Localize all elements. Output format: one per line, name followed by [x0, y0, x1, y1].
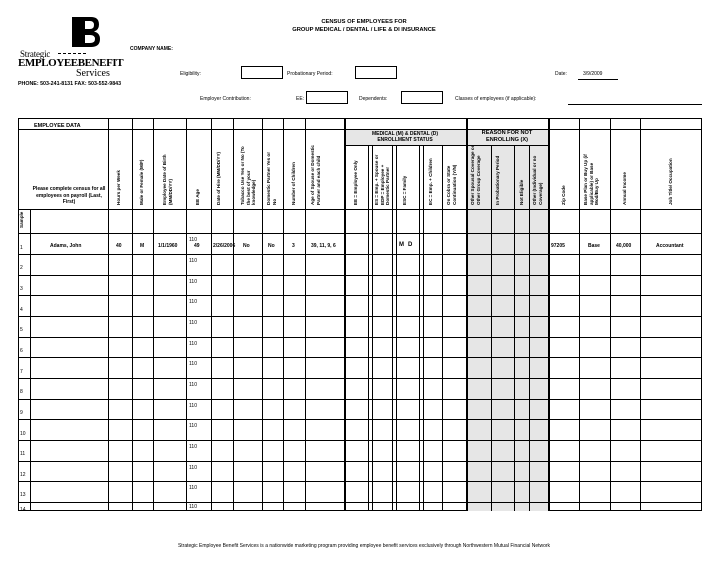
reason-header-line-2: ENROLLING (X)	[486, 137, 528, 143]
col-header-zip: Zip Code	[561, 185, 566, 205]
col-line	[344, 118, 346, 511]
row-code: 110	[189, 504, 197, 510]
col-line	[233, 118, 234, 511]
row-code: 110	[189, 341, 197, 347]
row-code: 110	[189, 237, 197, 243]
footer-text: Strategic Employee Benefit Services is a nationwide marketing program providing employee benefit services exclusively through Northwestern Mutual Financial Network	[177, 543, 551, 549]
ee-contribution-input[interactable]	[306, 91, 348, 104]
col-header-tobacco: Tobacco Use Yes or No (To the best of your knowledge)	[240, 146, 256, 205]
classes-underline	[568, 104, 702, 105]
sample-label: Sample	[19, 211, 24, 228]
row-line	[18, 378, 702, 379]
name-instructions: Please complete census for all employees on payroll (Last, First)	[32, 186, 106, 205]
col-header-hire: Date of Hire (MM/DD/YY)	[216, 151, 221, 205]
row-number: 6	[20, 348, 23, 354]
title-line-2: GROUP MEDICAL / DENTAL / LIFE & DI INSURANCE	[292, 27, 436, 33]
row-line	[18, 481, 702, 482]
probationary-period-label: Probationary Period:	[287, 71, 333, 77]
row-code: 110	[189, 299, 197, 305]
row-number: 7	[20, 369, 23, 375]
row-code: 110	[189, 403, 197, 409]
col-line	[579, 118, 580, 511]
row-line	[18, 461, 702, 462]
col-line	[491, 145, 492, 511]
col-header-hours: Hours per Week	[116, 170, 121, 205]
row-number: 1	[20, 245, 23, 251]
dependents-label: Dependents:	[359, 96, 388, 102]
row-code: 110	[189, 465, 197, 471]
eligibility-input[interactable]	[241, 66, 283, 79]
col-line	[372, 145, 373, 511]
row-number: 3	[20, 286, 23, 292]
col-line	[132, 118, 133, 511]
row-line	[18, 233, 702, 234]
medical-header-line-1: MEDICAL (M) & DENTAL (D)	[371, 131, 439, 137]
col-line	[153, 118, 154, 511]
date-underline	[578, 79, 618, 80]
sample-zip: 97205	[551, 243, 565, 249]
sample-dob: 1/1/1960	[158, 243, 178, 249]
company-name-label: COMPANY NAME:	[130, 46, 173, 52]
col-header-es: ES = Emp. + Spouse or EDP = Employee + Domestic Partner	[374, 154, 390, 205]
probationary-period-input[interactable]	[355, 66, 397, 79]
sample-tobacco: No	[243, 243, 250, 249]
col-line	[211, 118, 212, 511]
reason-header-line-1: REASON FOR NOT	[481, 130, 533, 136]
dependents-contribution-input[interactable]	[401, 91, 443, 104]
col-line	[419, 145, 420, 511]
col-line	[423, 145, 424, 511]
row-line	[18, 502, 702, 503]
col-line	[305, 118, 306, 511]
row-number: 12	[20, 472, 26, 478]
row-code: 110	[189, 423, 197, 429]
logo-text-strategic: Strategic	[20, 49, 51, 59]
row-number: 14	[20, 507, 26, 513]
header-top-line	[18, 129, 702, 130]
col-header-children: Number of Children	[291, 162, 296, 205]
row-line	[18, 337, 702, 338]
sample-children: 3	[292, 243, 295, 249]
sample-partner: No	[268, 243, 275, 249]
sample-enroll-dental: D	[408, 242, 413, 248]
row-code: 110	[189, 279, 197, 285]
col-line	[283, 118, 284, 511]
sample-gender: M	[140, 243, 145, 249]
sample-name: Adams, John	[50, 243, 82, 249]
date-value[interactable]: 3/9/2009	[583, 71, 603, 77]
row-number: 8	[20, 389, 23, 395]
eligibility-label: Eligibility:	[180, 71, 201, 77]
col-line	[548, 118, 550, 511]
row-number: 5	[20, 327, 23, 333]
sample-ages: 39, 11, 9, 6	[311, 243, 336, 249]
row-code: 110	[189, 444, 197, 450]
row-code: 110	[189, 485, 197, 491]
col-line	[442, 145, 443, 511]
sample-age: 49	[194, 243, 200, 249]
sample-hours: 40	[116, 243, 122, 249]
col-line	[392, 145, 393, 511]
col-header-gender: Male or Female (M/F)	[139, 159, 144, 205]
title-line-1: CENSUS OF EMPLOYEES FOR	[321, 19, 407, 25]
col-line	[610, 118, 611, 511]
col-header-job: Job Title/ Occupation	[668, 158, 673, 205]
sample-enroll-medical: M	[399, 242, 404, 248]
logo-text-services: Services	[76, 68, 110, 79]
row-code: 110	[189, 258, 197, 264]
row-number: 10	[20, 431, 26, 437]
row-line	[18, 357, 702, 358]
classes-label: Classes of employees (if applicable):	[455, 96, 537, 102]
col-line	[108, 118, 109, 511]
row-line	[18, 295, 702, 296]
ee-label: EE:	[296, 96, 305, 102]
col-header-not-eligible: Not Eligible	[519, 179, 524, 205]
row-line	[18, 399, 702, 400]
employee-data-label: EMPLOYEE DATA	[34, 123, 81, 129]
col-header-ec: EC = Emp. + Children	[428, 158, 433, 205]
col-header-esc: ESC = Family	[402, 175, 407, 205]
col-line	[186, 118, 187, 511]
col-line	[262, 118, 263, 511]
row-number: 9	[20, 410, 23, 416]
row-number: 13	[20, 492, 26, 498]
col-header-ee: EE = Employee Only	[353, 160, 358, 205]
row-line	[18, 419, 702, 420]
col-line	[514, 145, 515, 511]
medical-header-line-2: ENROLLMENT STATUS	[377, 137, 433, 143]
col-header-age: EE Age	[195, 189, 200, 205]
row-code: 110	[189, 361, 197, 367]
row-line	[18, 209, 702, 210]
row-line	[18, 275, 702, 276]
logo-dash	[58, 53, 86, 54]
row-code: 110	[189, 382, 197, 388]
row-line	[18, 440, 702, 441]
row-number: 4	[20, 307, 23, 313]
sample-job: Accountant	[656, 243, 684, 249]
sample-hire: 2/26/2006	[213, 243, 236, 249]
col-header-probationary: In Probationary Period	[495, 155, 500, 205]
row-number: 2	[20, 265, 23, 271]
sample-income: 40,000	[616, 243, 632, 249]
col-line	[529, 145, 530, 511]
col-header-ages: Age of Spouse or Domestic Partner and each child	[310, 145, 321, 205]
row-code: 110	[189, 320, 197, 326]
phone-fax-line: PHONE: 503-241-8131 FAX: 503-552-9843	[18, 81, 122, 87]
col-header-cobra: On Cobra or State Continuation (Y/N)	[446, 164, 457, 205]
col-header-plan: Base Plan or Buy Up (if applicable) or Base Mod/Buy Up	[583, 154, 599, 205]
logo-text-employee-benefit: EMPLOYEEBENEFIT	[18, 57, 124, 69]
col-header-income: Annual Income	[622, 172, 627, 205]
col-line	[368, 145, 369, 511]
col-line	[640, 118, 641, 511]
row-line	[18, 316, 702, 317]
employer-contribution-label: Employer Contribution:	[200, 96, 251, 102]
row-line	[18, 254, 702, 255]
sample-plan: Base	[588, 243, 600, 249]
col-header-other-individual: Other (Individual or no Coverage)	[532, 155, 543, 205]
col-header-other-coverage: Other Spousal Coverage or Other Group Coverage	[470, 145, 481, 205]
col-header-domestic-partner: Domestic Partner Yes or No	[266, 151, 277, 205]
date-label: Date:	[555, 71, 567, 77]
row-number: 11	[20, 451, 26, 457]
col-line	[466, 118, 468, 511]
col-line	[396, 145, 397, 511]
col-header-dob: Employee Date of Birth (MM/DD/YY)	[162, 154, 173, 205]
